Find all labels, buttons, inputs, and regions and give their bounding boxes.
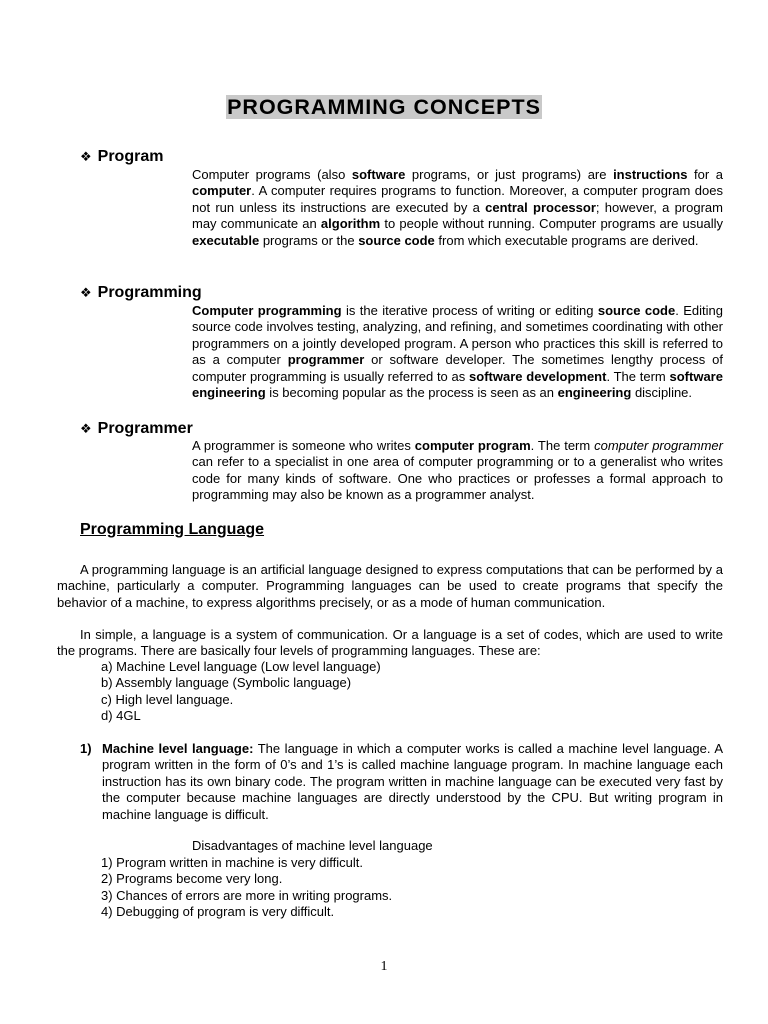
section-heading-program (80, 147, 163, 167)
bold-term: source code (597, 303, 676, 318)
text-run: to people without running. Computer programs are usually (380, 216, 723, 232)
italic-term: computer programmer (594, 438, 723, 453)
bold-term: computer program (414, 438, 531, 453)
text-run: ; however, a program may communicate an (192, 199, 723, 232)
item-number: 1) (80, 741, 92, 756)
bold-term: software engineering (192, 368, 723, 401)
bold-term: source code (358, 232, 435, 248)
list-item: c) High level language. (101, 691, 234, 707)
bold-term: computer (192, 183, 252, 199)
machine-level-description: The language in which a computer works is called a machine level language. A program written in the form of 0’s and 1’s is called machine language program. In machine language each instruction has its own binary code. The program written in machine language can be executed very fast by the computer because machine languages are directly understood by the CPU. But writing program in machine language is difficult. (102, 741, 723, 822)
section-title: Program (97, 148, 164, 165)
section-body-program (192, 167, 723, 249)
disadvantages-title: Disadvantages of machine level language (192, 838, 433, 853)
text-run: from which executable programs are derived. (434, 232, 699, 248)
bold-term: programmer (287, 352, 365, 368)
diamond-bullet-icon: ❖ (80, 149, 92, 164)
diamond-bullet-icon: ❖ (80, 285, 92, 300)
text-run: can refer to a specialist in one area of computer programming or to a generalist who writes code for many kinds of software. One who practices or professes a formal approach to programming may also be known as a programmer analyst. (192, 454, 723, 503)
list-item: 3) Chances of errors are more in writing programs. (101, 887, 393, 903)
list-item: b) Assembly language (Symbolic language) (101, 675, 352, 691)
programming-language-heading: Programming Language (80, 521, 265, 538)
section-title: Programming (97, 284, 202, 301)
text-run: is becoming popular as the process is seen as an (265, 385, 558, 401)
list-item: 2) Programs become very long. (101, 871, 283, 887)
section-heading-programming (80, 283, 202, 303)
bold-term: software (351, 167, 406, 182)
bold-term: central processor (485, 199, 596, 215)
page-title: PROGRAMMING CONCEPTS (227, 95, 541, 119)
page-number: 1 (380, 959, 388, 974)
text-run: discipline. (631, 385, 693, 401)
section-body-programmer (192, 438, 723, 504)
bold-term: instructions (613, 167, 688, 182)
list-item: d) 4GL (101, 708, 141, 724)
bold-term: software development (469, 368, 607, 384)
diamond-bullet-icon: ❖ (80, 421, 92, 436)
text-run: for a (687, 167, 723, 182)
text-run: A programmer is someone who writes (192, 438, 415, 453)
language-paragraph-1: A programming language is an artificial language designed to express computations that can be performed by a machine, particularly a computer. Programming languages can be used to create programs that specify the behavior of a machine, to express algorithms precisely, or as a mode of human communication. (57, 562, 723, 610)
machine-level-label: Machine level language: (102, 741, 254, 756)
text-run: programs, or just programs) are (405, 167, 614, 182)
bold-term: engineering (557, 385, 632, 401)
language-paragraph-2: In simple, a language is a system of communication. Or a language is a set of codes, which are used to write the programs. There are basically four levels of programming languages. These are: (57, 627, 723, 659)
text-run: is the iterative process of writing or editing (341, 303, 598, 318)
section-heading-programmer (80, 419, 193, 439)
bold-term: executable (192, 232, 260, 248)
page-title-wrap (0, 93, 768, 121)
list-item: 1) Program written in machine is very difficult. (101, 855, 364, 870)
language-levels-list (101, 659, 381, 725)
section-title: Programmer (97, 420, 193, 437)
text-run: programs or the (259, 232, 359, 248)
bold-term: Computer programming (192, 303, 342, 318)
text-run: . Editing source code involves testing, analyzing, and refining, and sometimes coordinating with other programmers on a jointly developed program. A person who practices this skill is referred to as a computer (192, 303, 723, 368)
text-run: . The term (530, 438, 595, 453)
text-run: Computer programs (also (192, 167, 352, 182)
list-item: 4) Debugging of program is very difficult. (101, 904, 335, 920)
list-item: a) Machine Level language (Low level language) (101, 659, 381, 674)
bold-term: algorithm (320, 216, 381, 232)
machine-level-text (102, 741, 723, 823)
text-run: . A computer requires programs to function. Moreover, a computer program does not run unless its instructions are executed by a (192, 183, 723, 215)
machine-level-block (80, 741, 723, 823)
disadvantages-list (101, 855, 392, 921)
text-run: or software developer. The sometimes lengthy process of computer programming is usually referred to as (192, 352, 723, 384)
text-run: . The term (606, 368, 670, 384)
section-body-programming (192, 303, 723, 401)
